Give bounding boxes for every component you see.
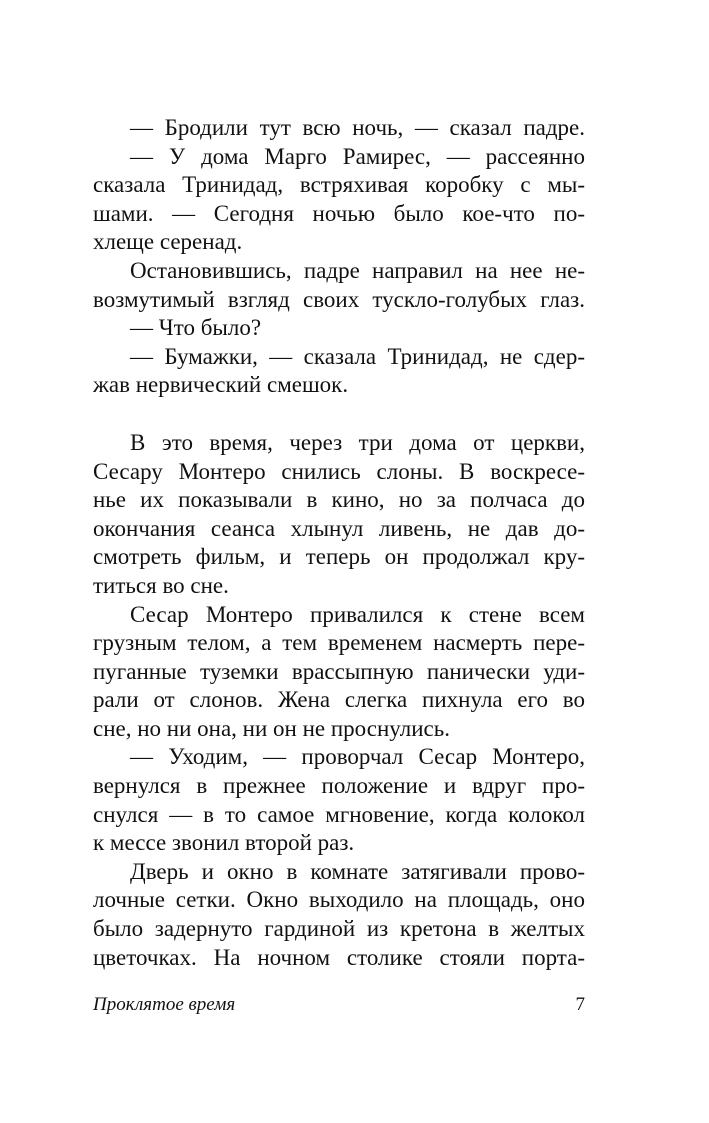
page-number: 7 — [575, 994, 585, 1015]
text-line: шами. — Сегодня ночью было кое-что по- — [93, 200, 585, 226]
text-line: В это время, через три дома от церкви, — [130, 429, 585, 455]
text-line: — Бродили тут всю ночь, — сказал падре. — [130, 115, 585, 140]
text-line: хлеще серенад. — [93, 229, 243, 255]
text-line: было задернуто гардиной из кретона в желтых — [93, 916, 585, 942]
text-line: вернулся в прежнее положение и вдруг про- — [93, 773, 585, 799]
text-line: цветочках. На ночном столике стояли порта- — [93, 944, 585, 970]
text-line: лочные сетки. Окно выходило на площадь, оно — [93, 887, 585, 913]
text-line: нье их показывали в кино, но за полчаса до — [93, 487, 585, 513]
text-line: — Что было? — [130, 315, 262, 341]
text-line: — У дома Марго Рамирес, — рассеянно — [130, 143, 585, 169]
text-line: сказала Тринидад, встряхивая коробку с мы- — [93, 172, 585, 198]
text-line: Сесару Монтеро снились слоны. В воскресе- — [93, 458, 585, 484]
text-line: — Бумажки, — сказала Тринидад, не сдер- — [130, 343, 585, 369]
text-line: возмутимый взгляд своих тускло-голубых глаз. — [93, 286, 585, 312]
text-line: титься во сне. — [93, 572, 229, 598]
text-line: Дверь и окно в комнате затягивали прово- — [130, 858, 585, 884]
text-line: грузным телом, а тем временем насмерть пере- — [93, 630, 585, 656]
text-line: к мессе звонил второй раз. — [93, 830, 355, 856]
text-line: окончания сеанса хлынул ливень, не дав до- — [93, 515, 585, 541]
text-line: — Уходим, — проворчал Сесар Монтеро, — [130, 744, 585, 770]
text-line: снулся — в то самое мгновение, когда колокол — [93, 801, 585, 827]
scene-break — [93, 400, 585, 429]
text-line: рали от слонов. Жена слегка пихнула его во — [93, 687, 585, 713]
running-footer-title: Проклятое время — [93, 994, 236, 1015]
text-line: Сесар Монтеро привалился к стене всем — [130, 601, 585, 627]
text-line: сне, но ни она, ни он не проснулись. — [93, 715, 450, 741]
body-text — [93, 114, 585, 972]
text-line: пуганные туземки врассыпную панически уди- — [93, 658, 585, 684]
text-line: Остановившись, падре направил на нее не- — [130, 257, 585, 283]
text-line: смотреть фильм, и теперь он продолжал кру- — [93, 544, 585, 570]
text-line: жав нервический смешок. — [93, 372, 349, 398]
